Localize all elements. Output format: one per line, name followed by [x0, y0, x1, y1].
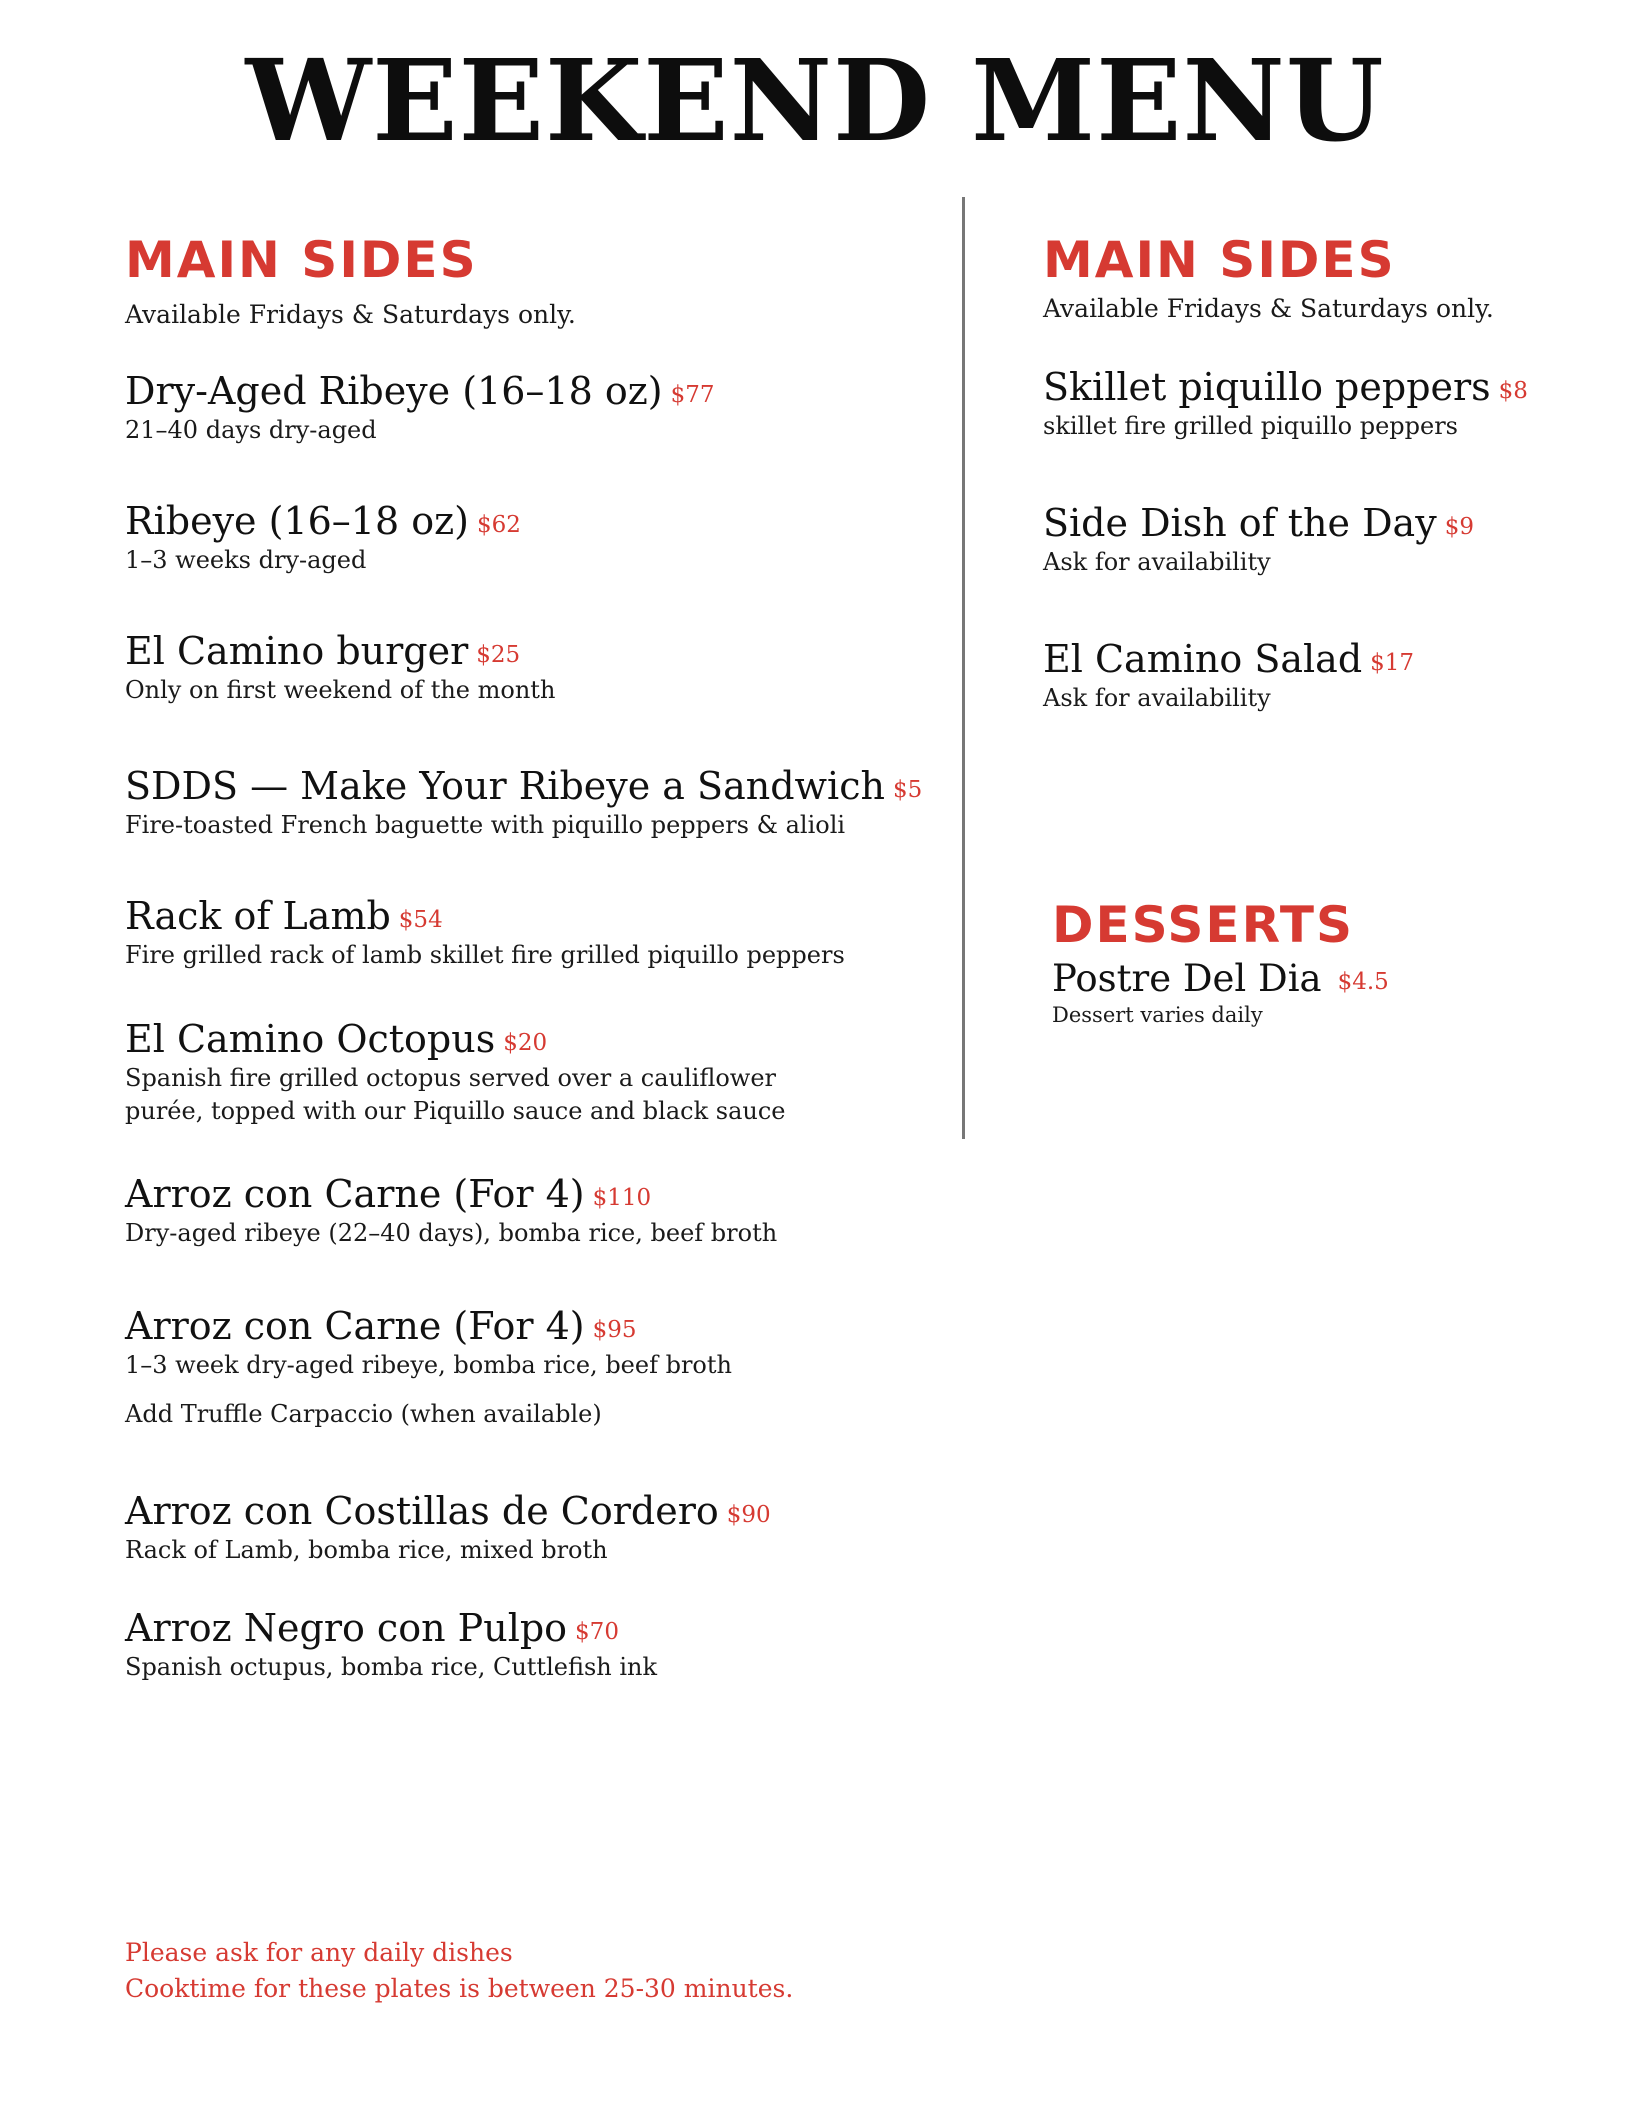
footer-line-cooktime: Cooktime for these plates is between 25-30 minutes. — [125, 1974, 794, 2004]
item-price: $5 — [892, 777, 923, 803]
item-name: Ribeye (16–18 oz) — [125, 499, 469, 543]
item-price: $20 — [503, 1030, 548, 1056]
right-section-title: MAIN SIDES — [1043, 231, 1396, 289]
item-name: Dry-Aged Ribeye (16–18 oz) — [125, 369, 663, 413]
menu-item — [125, 370, 714, 447]
item-description: 1–3 week dry-aged ribeye, bomba rice, beef broth — [125, 1350, 732, 1379]
item-price: $77 — [670, 382, 715, 408]
item-price: $90 — [726, 1502, 771, 1528]
menu-item — [125, 500, 521, 577]
item-price: $9 — [1444, 514, 1474, 540]
menu-item — [125, 630, 555, 707]
item-name: Rack of Lamb — [125, 894, 391, 938]
item-description: Fire-toasted French baguette with piquillo peppers & alioli — [125, 810, 846, 839]
item-name: Postre Del Dia — [1052, 957, 1322, 1000]
footer-line-daily-dishes: Please ask for any daily dishes — [125, 1938, 513, 1967]
item-description: 21–40 days dry-aged — [125, 415, 377, 444]
item-price: $54 — [398, 907, 443, 933]
item-description: Fire grilled rack of lamb skillet fire grilled piquillo peppers — [125, 940, 845, 969]
menu-item — [125, 1018, 785, 1129]
item-description: Only on first weekend of the month — [125, 675, 556, 704]
item-description: Rack of Lamb, bomba rice, mixed broth — [125, 1535, 608, 1564]
add-on-note: Add Truffle Carpaccio (when available) — [125, 1400, 602, 1428]
menu-item — [125, 1607, 657, 1684]
item-name: Arroz con Carne (For 4) — [125, 1304, 585, 1348]
menu-item — [1043, 638, 1414, 715]
item-name: Arroz Negro con Pulpo — [125, 1606, 568, 1650]
left-section-title: MAIN SIDES — [125, 231, 478, 289]
item-description: Ask for availability — [1043, 683, 1271, 712]
item-name: Arroz con Carne (For 4) — [125, 1172, 585, 1216]
item-name: El Camino burger — [125, 629, 469, 673]
left-section-subtitle: Available Fridays & Saturdays only. — [125, 300, 576, 329]
column-divider — [962, 197, 965, 1139]
item-description: 1–3 weeks dry-aged — [125, 545, 367, 574]
menu-item — [125, 1173, 777, 1250]
desserts-title: DESSERTS — [1052, 896, 1354, 954]
item-name: Skillet piquillo peppers — [1043, 365, 1491, 409]
item-name: El Camino Salad — [1043, 637, 1363, 681]
menu-item — [125, 1305, 732, 1382]
item-name: El Camino Octopus — [125, 1017, 496, 1061]
item-description: Ask for availability — [1043, 547, 1271, 576]
item-description: Dessert varies daily — [1052, 1002, 1263, 1027]
item-description: Dry-aged ribeye (22–40 days), bomba rice, beef broth — [125, 1218, 778, 1247]
item-price: $4.5 — [1337, 969, 1389, 995]
item-price: $8 — [1498, 378, 1528, 404]
item-name: Arroz con Costillas de Cordero — [125, 1489, 719, 1533]
right-section-subtitle: Available Fridays & Saturdays only. — [1043, 294, 1494, 323]
menu-title: WEEKEND MENU — [245, 36, 1385, 167]
item-price: $70 — [575, 1619, 619, 1645]
footer-notes — [125, 1935, 793, 2008]
item-description: Spanish octupus, bomba rice, Cuttlefish ink — [125, 1652, 658, 1681]
item-price: $25 — [476, 642, 521, 668]
item-price: $95 — [592, 1317, 637, 1343]
menu-item — [125, 765, 922, 842]
menu-item — [1043, 366, 1528, 443]
dessert-item — [1052, 958, 1389, 1030]
item-description: skillet fire grilled piquillo peppers — [1043, 411, 1458, 440]
item-description: Spanish fire grilled octopus served over a cauliflower purée, topped with our Piquillo sauce and black sauce — [125, 1063, 786, 1126]
item-price: $17 — [1370, 650, 1415, 676]
item-name: Side Dish of the Day — [1043, 501, 1437, 545]
item-price: $110 — [592, 1185, 652, 1211]
menu-item — [125, 895, 845, 972]
item-price: $62 — [476, 512, 521, 538]
menu-item — [1043, 502, 1474, 579]
item-name: SDDS — Make Your Ribeye a Sandwich — [125, 764, 885, 808]
menu-item — [125, 1490, 771, 1567]
